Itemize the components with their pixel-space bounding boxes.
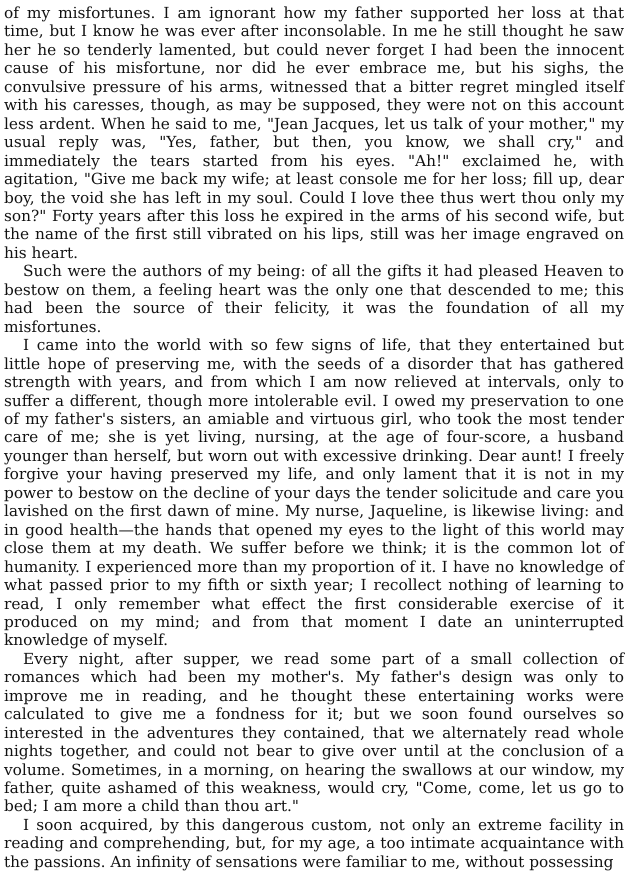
book-page — [4, 4, 624, 871]
paragraph-soon-acquired: I soon acquired, by this dangerous custom, not only an extreme facility in reading and comprehending, but, for my age, a too intimate acquaintance with the passions. An infinity of sensations were familiar to me, without possessing — [4, 815, 624, 871]
paragraph-continuation: of my misfortunes. I am ignorant how my father supported her loss at that time, but I know he was ever after inconsolable. In me he still thought he saw her he so tenderly lamented, but could never forget I had been the innocent cause of his misfortune, nor did he ever embrace me, but his sighs, the convulsive pressure of his arms, witnessed that a bitter regret mingled itself with his caresses, though, as may be supposed, they were not on this account less ardent. When he said to me, "Jean Jacques, let us talk of your mother," my usual reply was, "Yes, father, but then, you know, we shall cry," and immediately the tears started from his eyes. "Ah!" exclaimed he, with agitation, "Give me back my wife; at least console me for her loss; fill up, dear boy, the void she has left in my soul. Could I love thee thus wert thou only my son?" Forty years after this loss he expired in the arms of his second wife, but the name of the first still vibrated on his lips, still was her image engraved on his heart. — [4, 4, 624, 262]
paragraph-authors-of-being: Such were the authors of my being: of all the gifts it had pleased Heaven to bestow on them, a feeling heart was the only one that descended to me; this had been the source of their felicity, it was the foundation of all my misfortunes. — [4, 262, 624, 336]
paragraph-every-night: Every night, after supper, we read some part of a small collection of romances which had been my mother's. My father's design was only to improve me in reading, and he thought these entertaining works were calculated to give me a fondness for it; but we soon found ourselves so interested in the adventures they contained, that we alternately read whole nights together, and could not bear to give over until at the conclusion of a volume. Sometimes, in a morning, on hearing the swallows at our window, my father, quite ashamed of this weakness, would cry, "Come, come, let us go to bed; I am more a child than thou art." — [4, 649, 624, 816]
paragraph-came-into-world: I came into the world with so few signs of life, that they entertained but little hope of preserving me, with the seeds of a disorder that has gathered strength with years, and from which I am now relieved at intervals, only to suffer a different, though more intolerable evil. I owed my preservation to one of my father's sisters, an amiable and virtuous girl, who took the most tender care of me; she is yet living, nursing, at the age of four-score, a husband younger than herself, but worn out with excessive drinking. Dear aunt! I freely forgive your having preserved my life, and only lament that it is not in my power to bestow on the decline of your days the tender solicitude and care you lavished on the first dawn of mine. My nurse, Jaqueline, is likewise living: and in good health—the hands that opened my eyes to the light of this world may close them at my death. We suffer before we think; it is the common lot of humanity. I experienced more than my proportion of it. I have no knowledge of what passed prior to my fifth or sixth year; I recollect nothing of learning to read, I only remember what effect the first considerable exercise of it produced on my mind; and from that moment I date an uninterrupted knowledge of myself. — [4, 336, 624, 650]
